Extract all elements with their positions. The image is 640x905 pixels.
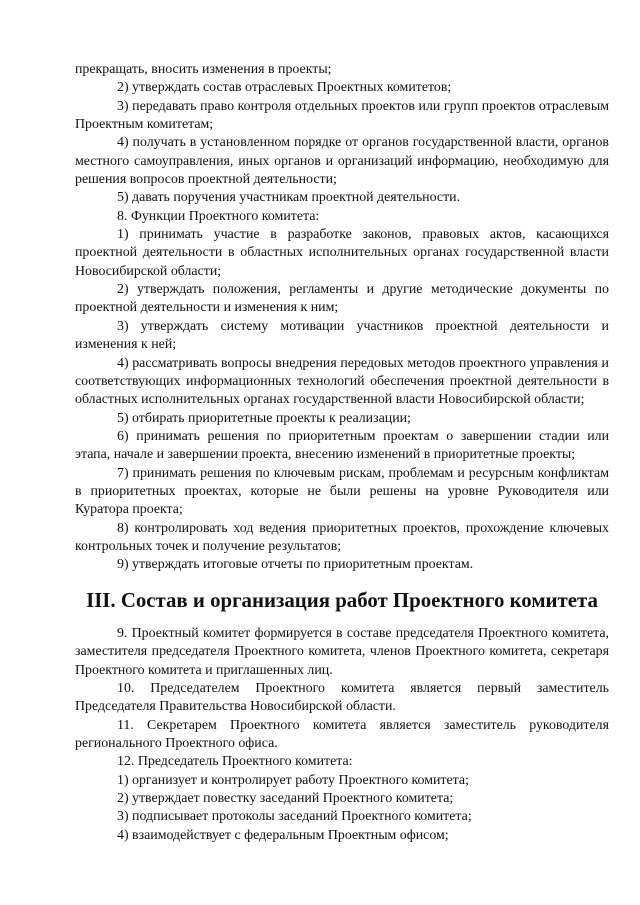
paragraph: 6) принимать решения по приоритетным проектам о завершении стадии или этапа, начале и завершении проекта, внесению изменений в приоритетные проекты; — [75, 428, 609, 463]
paragraph: 10. Председателем Проектного комитета является первый заместитель Председателя Правительства Новосибирской области. — [75, 681, 609, 715]
paragraph: 8) контролировать ход ведения приоритетных проектов, прохождение ключевых контрольных точек и получение результатов; — [75, 520, 609, 554]
paragraph: 4) рассматривать вопросы внедрения передовых методов проектного управления и соответствующих информационных технологий обеспечения проектной деятельности в областных исполнительных органах государственной власти Новосибирской области; — [75, 355, 609, 408]
paragraph: 3) подписывает протоколы заседаний Проектного комитета; — [117, 809, 472, 825]
paragraph: 9. Проектный комитет формируется в составе председателя Проектного комитета, заместителя председателя Проектного комитета, членов Проектного комитета, секретаря Проектного комитета и приглашенных лиц. — [75, 625, 609, 678]
paragraph: 8. Функции Проектного комитета: — [117, 208, 320, 224]
paragraph: прекращать, вносить изменения в проекты; — [75, 62, 332, 77]
paragraph: 4) получать в установленном порядке от органов государственной власти, органов местного самоуправления, иных органов и организаций информацию, необходимую для решения вопросов проектной деятельности; — [75, 135, 609, 188]
paragraph: 4) взаимодействует с федеральным Проектным офисом; — [117, 827, 449, 843]
section-heading: III. Состав и организация работ Проектного комитета — [86, 587, 598, 612]
document-page — [75, 61, 609, 845]
paragraph: 1) организует и контролирует работу Проектного комитета; — [117, 772, 469, 788]
paragraph: 2) утверждать положения, регламенты и другие методические документы по проектной деятельности и изменения к ним; — [75, 282, 609, 316]
paragraph: 2) утверждает повестку заседаний Проектного комитета; — [117, 791, 454, 807]
paragraph: 1) принимать участие в разработке законов, правовых актов, касающихся проектной деятельности в областных исполнительных органах государственной власти Новосибирской области; — [75, 227, 609, 279]
paragraph: 3) передавать право контроля отдельных проектов или групп проектов отраслевым Проектным комитетам; — [75, 98, 609, 133]
paragraphs-bottom — [75, 625, 609, 845]
paragraph: 5) давать поручения участникам проектной деятельности. — [117, 190, 461, 206]
paragraph: 12. Председатель Проектного комитета: — [117, 754, 353, 770]
paragraph: 7) принимать решения по ключевым рискам, проблемам и ресурсным конфликтам в приоритетных проектах, которые не были решены на уровне Руководителя или Куратора проекта; — [75, 465, 609, 518]
paragraphs-top — [75, 61, 609, 575]
paragraph: 3) утверждать систему мотивации участников проектной деятельности и изменения к ней; — [75, 318, 609, 353]
paragraph: 11. Секретарем Проектного комитета является заместитель руководителя регионального Проектного офиса. — [75, 717, 609, 752]
paragraph: 9) утверждать итоговые отчеты по приоритетным проектам. — [117, 557, 474, 573]
paragraph: 5) отбирать приоритетные проекты к реализации; — [117, 410, 411, 426]
paragraph: 2) утверждать состав отраслевых Проектных комитетов; — [117, 80, 452, 96]
